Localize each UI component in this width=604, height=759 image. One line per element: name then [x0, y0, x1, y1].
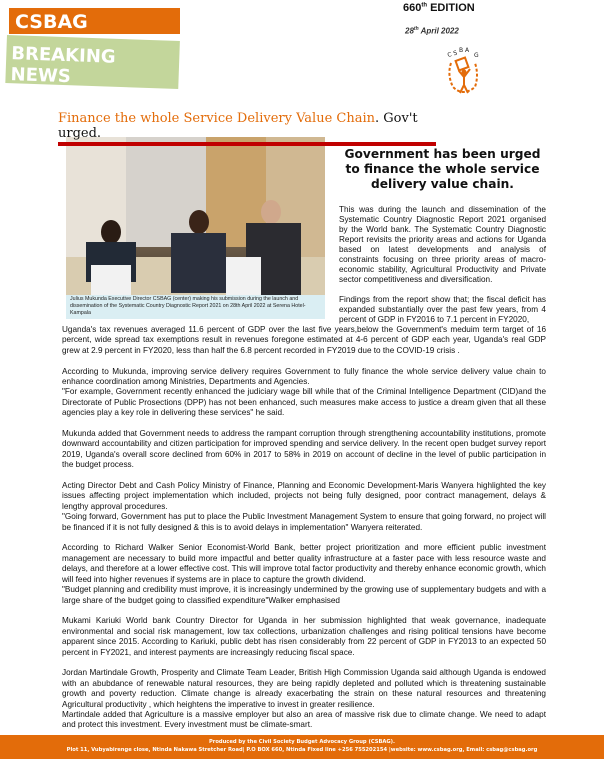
paragraph: "For example, Government recently enhanced the judiciary wage bill while that of the Criminal Intelligence Department (CID)and the Directorate of Public Prosections (DPP) has not been enhanced, such measures make access to justice a dream given that all these agencies play a key role in delivering these services" he said. — [62, 387, 546, 418]
panel-photo-illustration — [66, 137, 325, 295]
edition-number: 660 — [403, 2, 422, 14]
banner-text: BREAKING NEWS — [10, 43, 116, 88]
brand-name: CSBAG — [15, 11, 88, 33]
svg-text:B A: B A — [459, 47, 470, 54]
footer-contact: Plot 11, Vubyabirenge close, Ntinda Nakawa Stretcher Road| P.O BOX 660, Ntinda Fixed line +256 755202154 |website: www.csbag.org, Email: csbag@csbag.org — [66, 746, 538, 753]
right-column — [339, 137, 546, 325]
paragraph: Mukami Kariuki World bank Country Director for Uganda in her submission highlighted that weak governance, inadequate environmental and social risk management, low tax collections, urbanization challenges and rising political tensions have become apparent since 2015. According to Kariuki, public debt has risen considerably from 22 percent of GDP in FY2013 to an expected 50 percent in FY2021, and interest payments are increasingly reducing fiscal space. — [62, 616, 546, 657]
footer — [0, 735, 604, 759]
event-photo — [66, 137, 325, 295]
paragraph: According to Richard Walker Senior Economist-World Bank, better project prioritization and more efficient public investment management are necessary to build more impactful and better quality infrastructure at a faster pace with less resource waste and delays, and therefore at a lower effective cost. This will improve total factor productivity and thereby enhance economic growth, which will feed into higher revenues if systems are in place to capture the growth dividend. — [62, 543, 546, 584]
edition-label: EDITION — [427, 2, 475, 14]
paragraph: Mukunda added that Government needs to address the rampant corruption through strengthening accountability institutions, promote downward accountability and citizen participation for improved spending and service delivery. In the recent open budget survey report 2019, Uganda's overall score declined from 60% in 2017 to 58% in 2019 on account of decline in the level of public participation in the budget process. — [62, 429, 546, 470]
article-body — [62, 325, 546, 731]
paragraph: Uganda's tax revenues averaged 11.6 percent of GDP over the last five years,below the Government's meduim term target of 16 percent, wide spread tax exemptions result in revenues foregone estimated at 4-6 percent of GDP each year, Uganda's real GDP grew at 2.9 percent in FY2020, less than half the 6.8 percent recorded in FY2019 due to the COVID-19 crisis . — [62, 325, 546, 355]
headline — [58, 111, 436, 146]
edition-sup: th — [421, 2, 428, 9]
paragraph: According to Mukunda, improving service delivery requires Government to fully finance the whole service delivery value chain to enhance coordination among Ministries, Departments and Agencies. — [62, 366, 546, 387]
photo-block — [66, 137, 329, 319]
edition — [403, 2, 475, 14]
svg-text:C S: C S — [446, 49, 459, 59]
svg-text:G: G — [474, 52, 479, 59]
findings-paragraph: Findings from the report show that; the fiscal deficit has expanded substantially over the past few years, from 4 percent of GDP in FY2016 to 7.1 percent in FY2020, — [339, 295, 546, 324]
photo-caption: Julius Mukunda Executive Director CSBAG (center) making his submission during the launch and dissemination of the Systematic Country Diagnostic Report 2021 on 28th April 2022 at Serena Hotel-Kampala — [66, 295, 325, 319]
paragraph: Jordan Martindale Growth, Prosperity and Climate Team Leader, British High Commission Uganda said although Uganda is endowed with an abubdance of renewable natural resources, they are being rapidly depleted and polluted which is threatening sustainable growth and poverty reduction. Climate change is already exacerbating the strain on these natural resources and threatening Agricultural productivity , which heightens the imperative to invest in greater resilience. — [62, 668, 546, 709]
paragraph: Martindale added that Agriculture is a massive employer but also an area of massive risk due to climate change. We need to adapt and protect this investment. Every investment must be climate-smart. — [62, 709, 546, 730]
date-sup: th — [413, 26, 419, 32]
breaking-news-banner — [5, 35, 180, 89]
csbag-logo — [445, 45, 481, 99]
headline-black: . Gov't urged. — [58, 111, 418, 141]
intro-paragraph: This was during the launch and dissemination of the Systematic Country Diagnostic Report 2021 organised by the World bank. The Systematic Country Diagnostic Report revisits the priority areas and actions for Uganda based on latest developments and analysis of constraints focusing on three priority areas of macro-economic stability, Agricultural Productivity and Private sector competitiveness and diversification. — [339, 205, 546, 284]
paragraph: "Going forward, Government has put to place the Public Investment Management System to ensure that going forward, no project will be financed if it is not fully designed & this is to avoid delays in implementation" Wanyera reiterated. — [62, 512, 546, 532]
issue-date — [405, 26, 459, 36]
subheadline: Government has been urged to finance the whole service delivery value chain. — [344, 147, 541, 191]
footer-producer: Produced by the Civil Society Budget Advocacy Group (CSBAG). — [208, 738, 396, 745]
date-day: 28 — [405, 26, 414, 36]
article — [62, 137, 546, 731]
paragraph: "Budget planning and credibility must improve, it is increasingly undermined by the growing use of supplementary budgets and with a large share of the budget going to classified expenditure"Walker emphasised — [62, 585, 546, 605]
brand-banner — [9, 8, 180, 34]
date-rest: April 2022 — [418, 26, 459, 36]
paragraph: Acting Director Debt and Cash Policy Ministry of Finance, Planning and Economic Development-Maris Wanyera highlighted the key issues affecting project implementation which included, projects not being fully designed, poor contract management, delays & lengthy approval procedures. — [62, 481, 546, 511]
headline-orange: Finance the whole Service Delivery Value Chain — [58, 111, 375, 126]
